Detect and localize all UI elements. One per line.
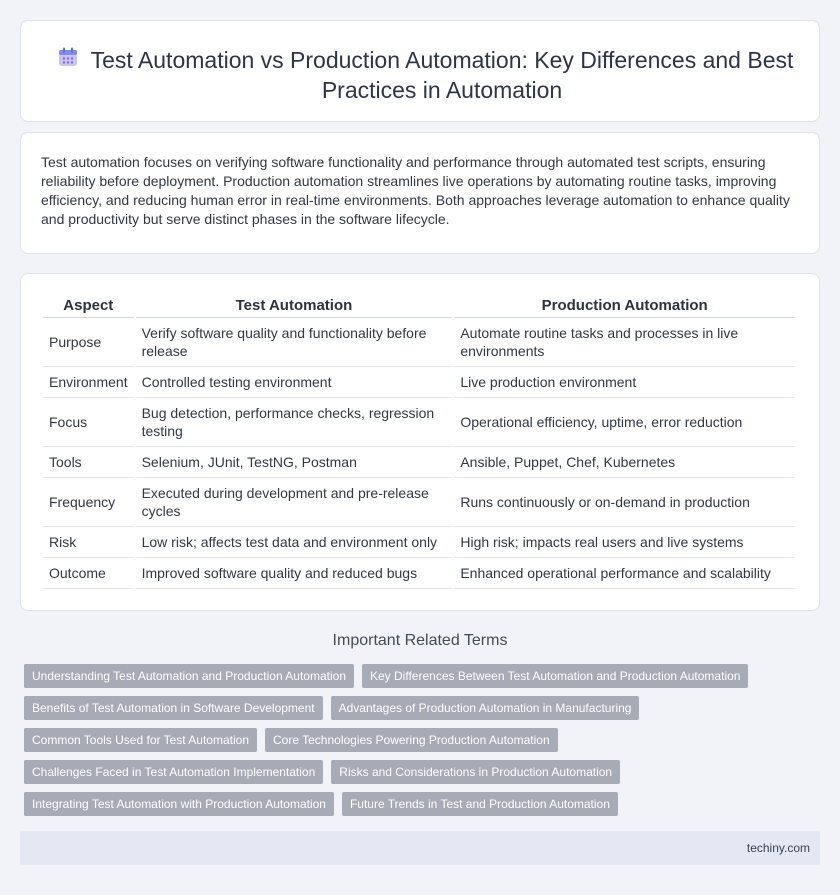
table-row <box>43 398 795 447</box>
table-header-row <box>43 294 795 318</box>
table-row <box>43 367 795 398</box>
production-cell: Ansible, Puppet, Chef, Kubernetes <box>454 447 795 478</box>
title-card <box>20 20 820 122</box>
related-term-tag[interactable]: Key Differences Between Test Automation and Production Automation <box>362 664 748 688</box>
related-term-tag[interactable]: Integrating Test Automation with Production Automation <box>24 792 334 816</box>
production-cell: Live production environment <box>454 367 795 398</box>
aspect-cell: Outcome <box>43 558 134 589</box>
table-row <box>43 558 795 589</box>
aspect-cell: Purpose <box>43 318 134 367</box>
header-test-automation: Test Automation <box>136 294 453 318</box>
test-cell: Improved software quality and reduced bugs <box>136 558 453 589</box>
footer-site-link[interactable]: techiny.com <box>746 841 810 855</box>
test-cell: Controlled testing environment <box>136 367 453 398</box>
aspect-cell: Frequency <box>43 478 134 527</box>
intro-paragraph: Test automation focuses on verifying software functionality and performance through automated test scripts, ensuring reliability before deployment. Production automation streamlines live operations by automating routine tasks, improving efficiency, and reducing human error in real-time environments. Both approaches leverage automation to enhance quality and productivity but serve distinct phases in the software lifecycle. <box>41 154 790 227</box>
related-term-tag[interactable]: Advantages of Production Automation in Manufacturing <box>331 696 640 720</box>
related-term-tag[interactable]: Understanding Test Automation and Production Automation <box>24 664 354 688</box>
test-cell: Verify software quality and functionality before release <box>136 318 453 367</box>
footer <box>20 831 820 865</box>
header-aspect: Aspect <box>43 294 134 318</box>
comparison-table-card <box>20 273 820 611</box>
tag-row <box>24 792 814 816</box>
related-term-tag[interactable]: Future Trends in Test and Production Automation <box>342 792 618 816</box>
table-row <box>43 478 795 527</box>
production-cell: Automate routine tasks and processes in live environments <box>454 318 795 367</box>
related-terms-list <box>24 664 814 824</box>
table-row <box>43 447 795 478</box>
comparison-table <box>41 294 797 589</box>
tag-row <box>24 664 814 688</box>
aspect-cell: Focus <box>43 398 134 447</box>
related-term-tag[interactable]: Core Technologies Powering Production Automation <box>265 728 558 752</box>
test-cell: Bug detection, performance checks, regression testing <box>136 398 453 447</box>
tag-row <box>24 760 814 784</box>
production-cell: Operational efficiency, uptime, error reduction <box>454 398 795 447</box>
intro-card <box>20 132 820 254</box>
test-cell: Selenium, JUnit, TestNG, Postman <box>136 447 453 478</box>
related-term-tag[interactable]: Common Tools Used for Test Automation <box>24 728 257 752</box>
aspect-cell: Risk <box>43 527 134 558</box>
related-terms-title: Important Related Terms <box>332 632 508 649</box>
related-term-tag[interactable]: Benefits of Test Automation in Software Development <box>24 696 323 720</box>
test-cell: Low risk; affects test data and environment only <box>136 527 453 558</box>
table-row <box>43 318 795 367</box>
header-production-automation: Production Automation <box>454 294 795 318</box>
tag-row <box>24 696 814 720</box>
related-term-tag[interactable]: Challenges Faced in Test Automation Implementation <box>24 760 323 784</box>
page-title: Test Automation vs Production Automation: Key Differences and Best Practices in Automation <box>90 47 794 103</box>
tag-row <box>24 728 814 752</box>
related-term-tag[interactable]: Risks and Considerations in Production Automation <box>331 760 620 784</box>
production-cell: Runs continuously or on-demand in production <box>454 478 795 527</box>
aspect-cell: Environment <box>43 367 134 398</box>
table-row <box>43 527 795 558</box>
production-cell: Enhanced operational performance and scalability <box>454 558 795 589</box>
test-cell: Executed during development and pre-release cycles <box>136 478 453 527</box>
production-cell: High risk; impacts real users and live systems <box>454 527 795 558</box>
aspect-cell: Tools <box>43 447 134 478</box>
